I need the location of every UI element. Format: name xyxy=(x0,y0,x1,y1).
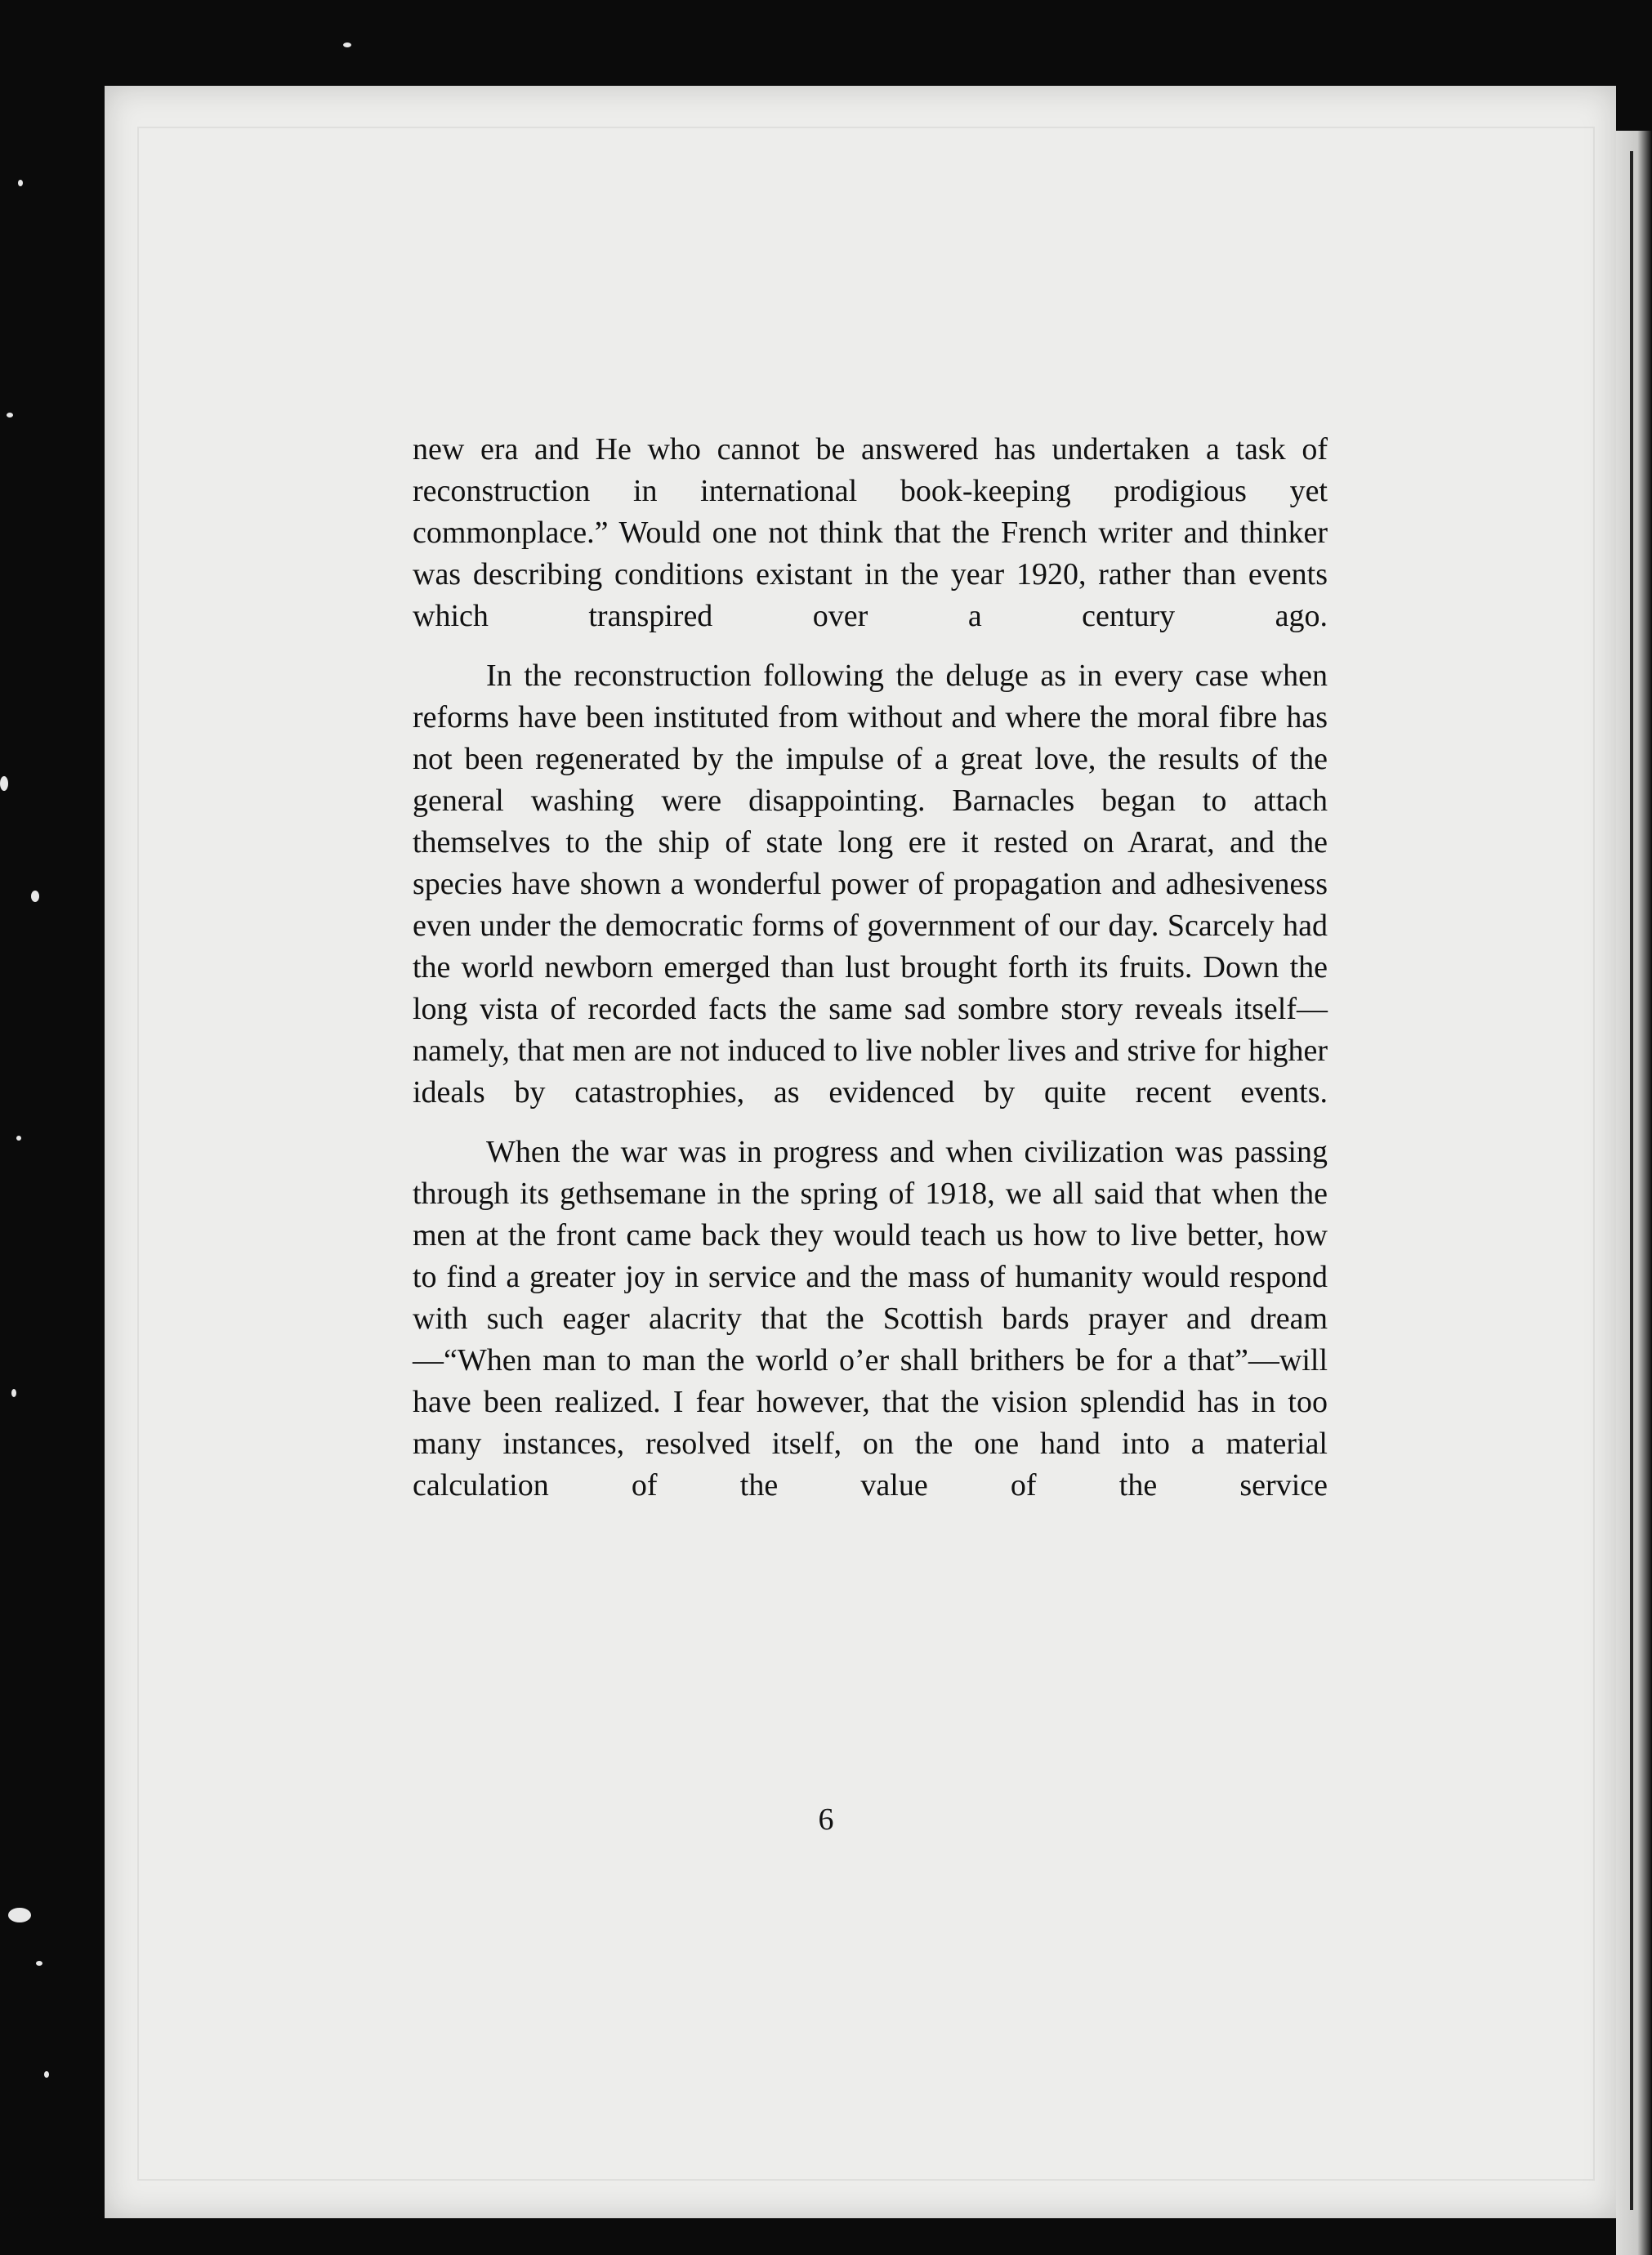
scan-speck xyxy=(8,1908,31,1922)
body-text xyxy=(413,429,1328,1525)
paragraph-3: When the war was in progress and when civilization was passing through its gethsemane in the spring of 1918, we all said that when the men at the front came back they would teach us how to live better, how to find a greater joy in service and the mass of humanity would respond with such eager alacrity that the Scottish bards prayer and dream—“When man to man the world o’er shall brithers be for a that”—will have been realized. I fear however, that the vision splendid has in too many instances, resolved itself, on the one hand into a material calculation of the value of the service xyxy=(413,1135,1328,1503)
scan-speck xyxy=(31,891,39,902)
paragraph-2: In the reconstruction following the deluge as in every case when reforms have been instituted from without and where the moral fibre has not been regenerated by the impulse of a great love, the results of the general washing were disappointing. Barnacles began to attach themselves to the ship of state long ere it rested on Ararat, and the species have shown a wonderful power of propagation and adhesiveness even under the democratic forms of government of our day. Scarcely had the world newborn emerged than lust brought forth its fruits. Down the long vista of recorded facts the same sad sombre story reveals itself—namely, that men are not induced to live nobler lives and strive for higher ideals by catastrophies, as evidenced by quite recent events. xyxy=(413,659,1328,1110)
scan-speck xyxy=(44,2071,49,2078)
page-gutter xyxy=(1616,131,1652,2255)
page-number: 6 xyxy=(818,1802,834,1837)
scan-speck xyxy=(7,413,13,418)
scan-speck xyxy=(18,180,23,186)
scan-speck xyxy=(11,1389,16,1397)
paragraph-1: new era and He who cannot be answered has undertaken a task of reconstruction in international book-keeping prodigious yet commonplace.” Would one not think that the French writer and thinker was describing conditions existant in the year 1920, rather than events which transpired over a century ago. xyxy=(413,432,1328,633)
scan-speck xyxy=(16,1136,21,1141)
scan-speck xyxy=(343,42,351,47)
gutter-rule xyxy=(1630,151,1633,2210)
scan-speck xyxy=(36,1961,42,1966)
scan-speck xyxy=(0,776,8,791)
